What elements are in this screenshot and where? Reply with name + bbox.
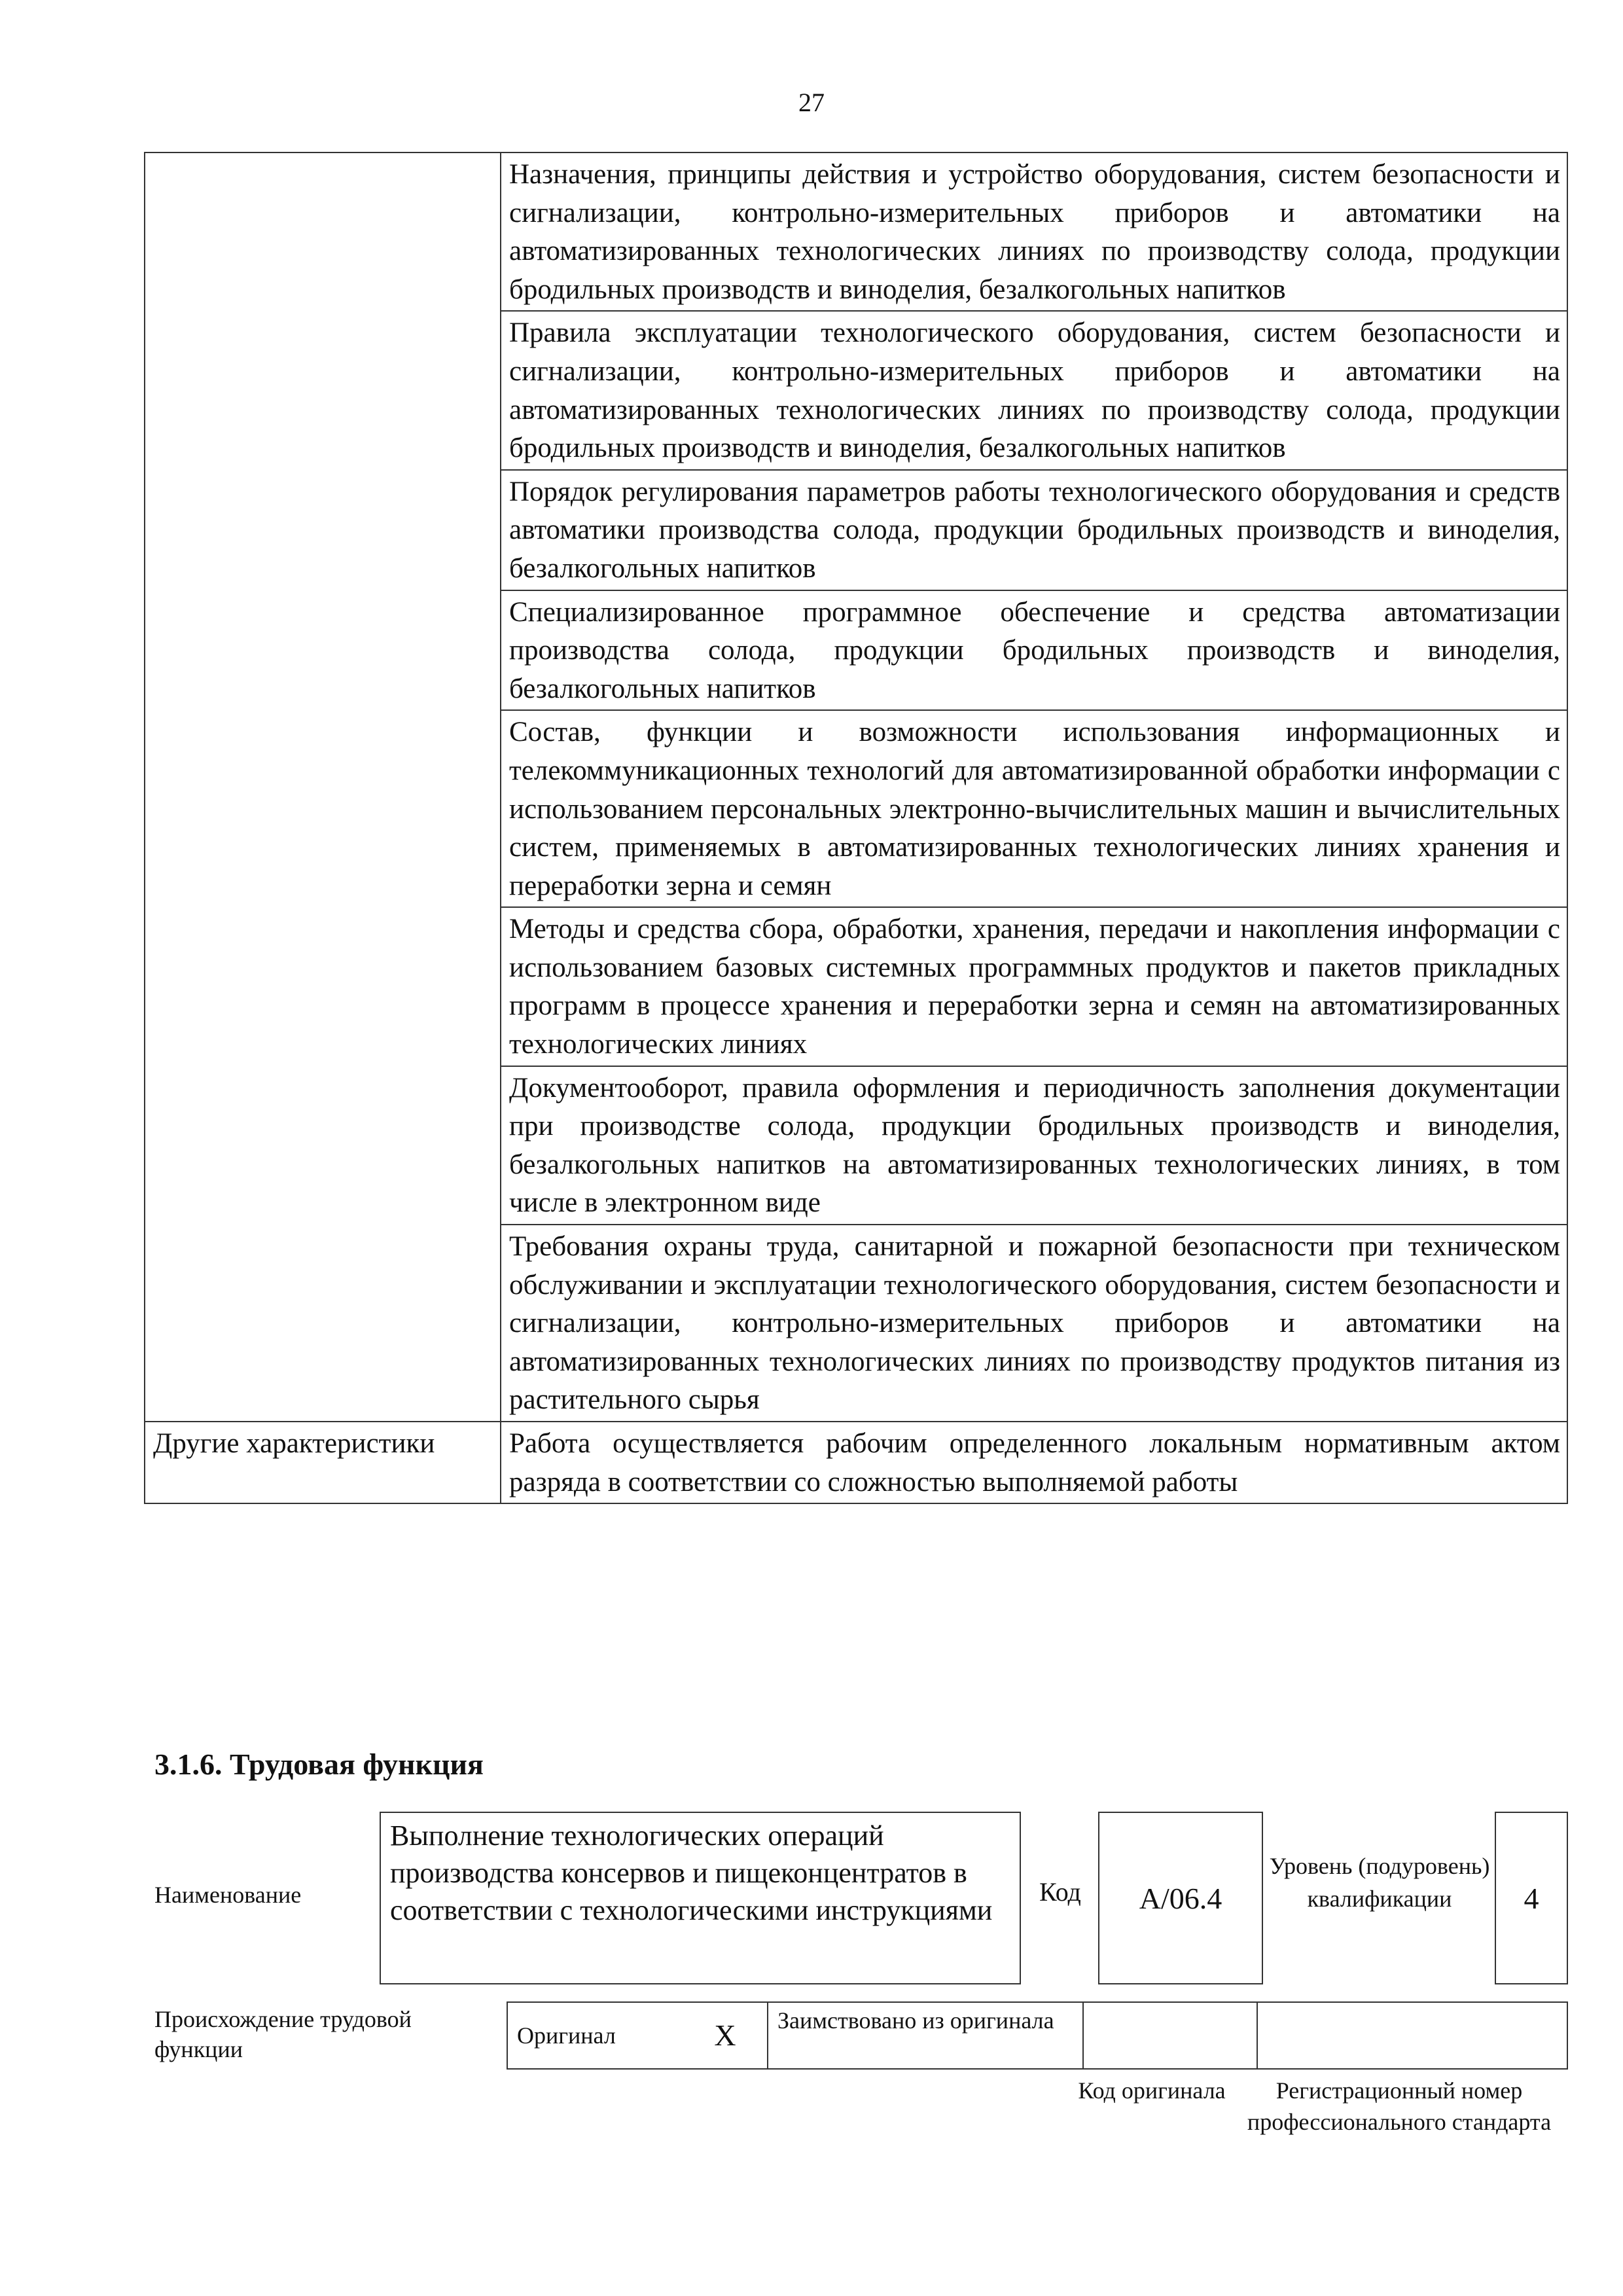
registration-caption: Регистрационный номер профессионального стандарта: [1247, 2077, 1552, 2135]
knowledge-cell: Состав, функции и возможности использования информационных и телекоммуникационных технологий для автоматизированной обработки информации с использованием персональных электронно-вычислительных машин и вычислительных систем, применяемых в автоматизированных технологических линиях хранения и переработки зерна и семян: [501, 710, 1567, 907]
level-box: 4: [1495, 1812, 1568, 1984]
page-number: 27: [798, 88, 825, 117]
knowledge-table: [144, 152, 1568, 1504]
code-caption: Код оригинала: [1078, 2077, 1226, 2104]
function-name-box: Выполнение технологических операций производства консервов и пищеконцентратов в соответствии с технологическими инструкциями: [380, 1812, 1021, 1984]
table-row: [507, 2002, 1567, 2069]
original-label: Оригинал: [507, 2002, 683, 2069]
registration-number-cell: [1257, 2002, 1567, 2069]
function-code-box: А/06.4: [1098, 1812, 1263, 1984]
table-row: [145, 152, 1567, 311]
section-heading: 3.1.6. Трудовая функция: [154, 1748, 484, 1781]
knowledge-cell: Документооборот, правила оформления и периодичность заполнения документации при производстве солода, продукции бродильных производств и виноделия, безалкогольных напитков на автоматизированных технологических линиях, в том числе в электронном виде: [501, 1066, 1567, 1225]
original-mark: X: [683, 2002, 768, 2069]
knowledge-cell: Методы и средства сбора, обработки, хранения, передачи и накопления информации с использованием базовых системных программных продуктов и пакетов прикладных программ в процессе хранения и переработки зерна и семян на автоматизированных технологических линиях: [501, 907, 1567, 1066]
other-text: Работа осуществляется рабочим определенного локальным нормативным актом разряда в соответствии со сложностью выполняемой работы: [501, 1422, 1567, 1503]
table-row-other: [145, 1422, 1567, 1503]
other-label: Другие характеристики: [145, 1422, 501, 1503]
knowledge-cell: Правила эксплуатации технологического оборудования, систем безопасности и сигнализации, контрольно-измерительных приборов и автоматики на автоматизированных технологических линиях по производству солода, продукции бродильных производств и виноделия, безалкогольных напитков: [501, 311, 1567, 469]
knowledge-cell: Специализированное программное обеспечение и средства автоматизации производства солода, продукции бродильных производств и виноделия, безалкогольных напитков: [501, 590, 1567, 711]
knowledge-cell: Назначения, принципы действия и устройство оборудования, систем безопасности и сигнализации, контрольно-измерительных приборов и автоматики на автоматизированных технологических линиях по производству солода, продукции бродильных производств и виноделия, безалкогольных напитков: [501, 152, 1567, 311]
origin-label: Происхождение трудовой функции: [154, 2006, 412, 2062]
left-cell-empty: [145, 152, 501, 1422]
knowledge-cell: Порядок регулирования параметров работы технологического оборудования и средств автоматики производства солода, продукции бродильных производств и виноделия, безалкогольных напитков: [501, 470, 1567, 590]
borrowed-label: Заимствовано из оригинала: [768, 2002, 1083, 2069]
origin-table: [507, 2001, 1568, 2070]
original-code-cell: [1083, 2002, 1257, 2069]
name-label: Наименование: [154, 1882, 302, 1908]
knowledge-cell: Требования охраны труда, санитарной и пожарной безопасности при техническом обслуживании и эксплуатации технологического оборудования, систем безопасности и сигнализации, контрольно-измерительных приборов и автоматики на автоматизированных технологических линиях по производству продуктов питания из растительного сырья: [501, 1225, 1567, 1422]
code-label: Код: [1039, 1877, 1081, 1907]
level-label: Уровень (подуровень) квалификации: [1269, 1853, 1490, 1912]
